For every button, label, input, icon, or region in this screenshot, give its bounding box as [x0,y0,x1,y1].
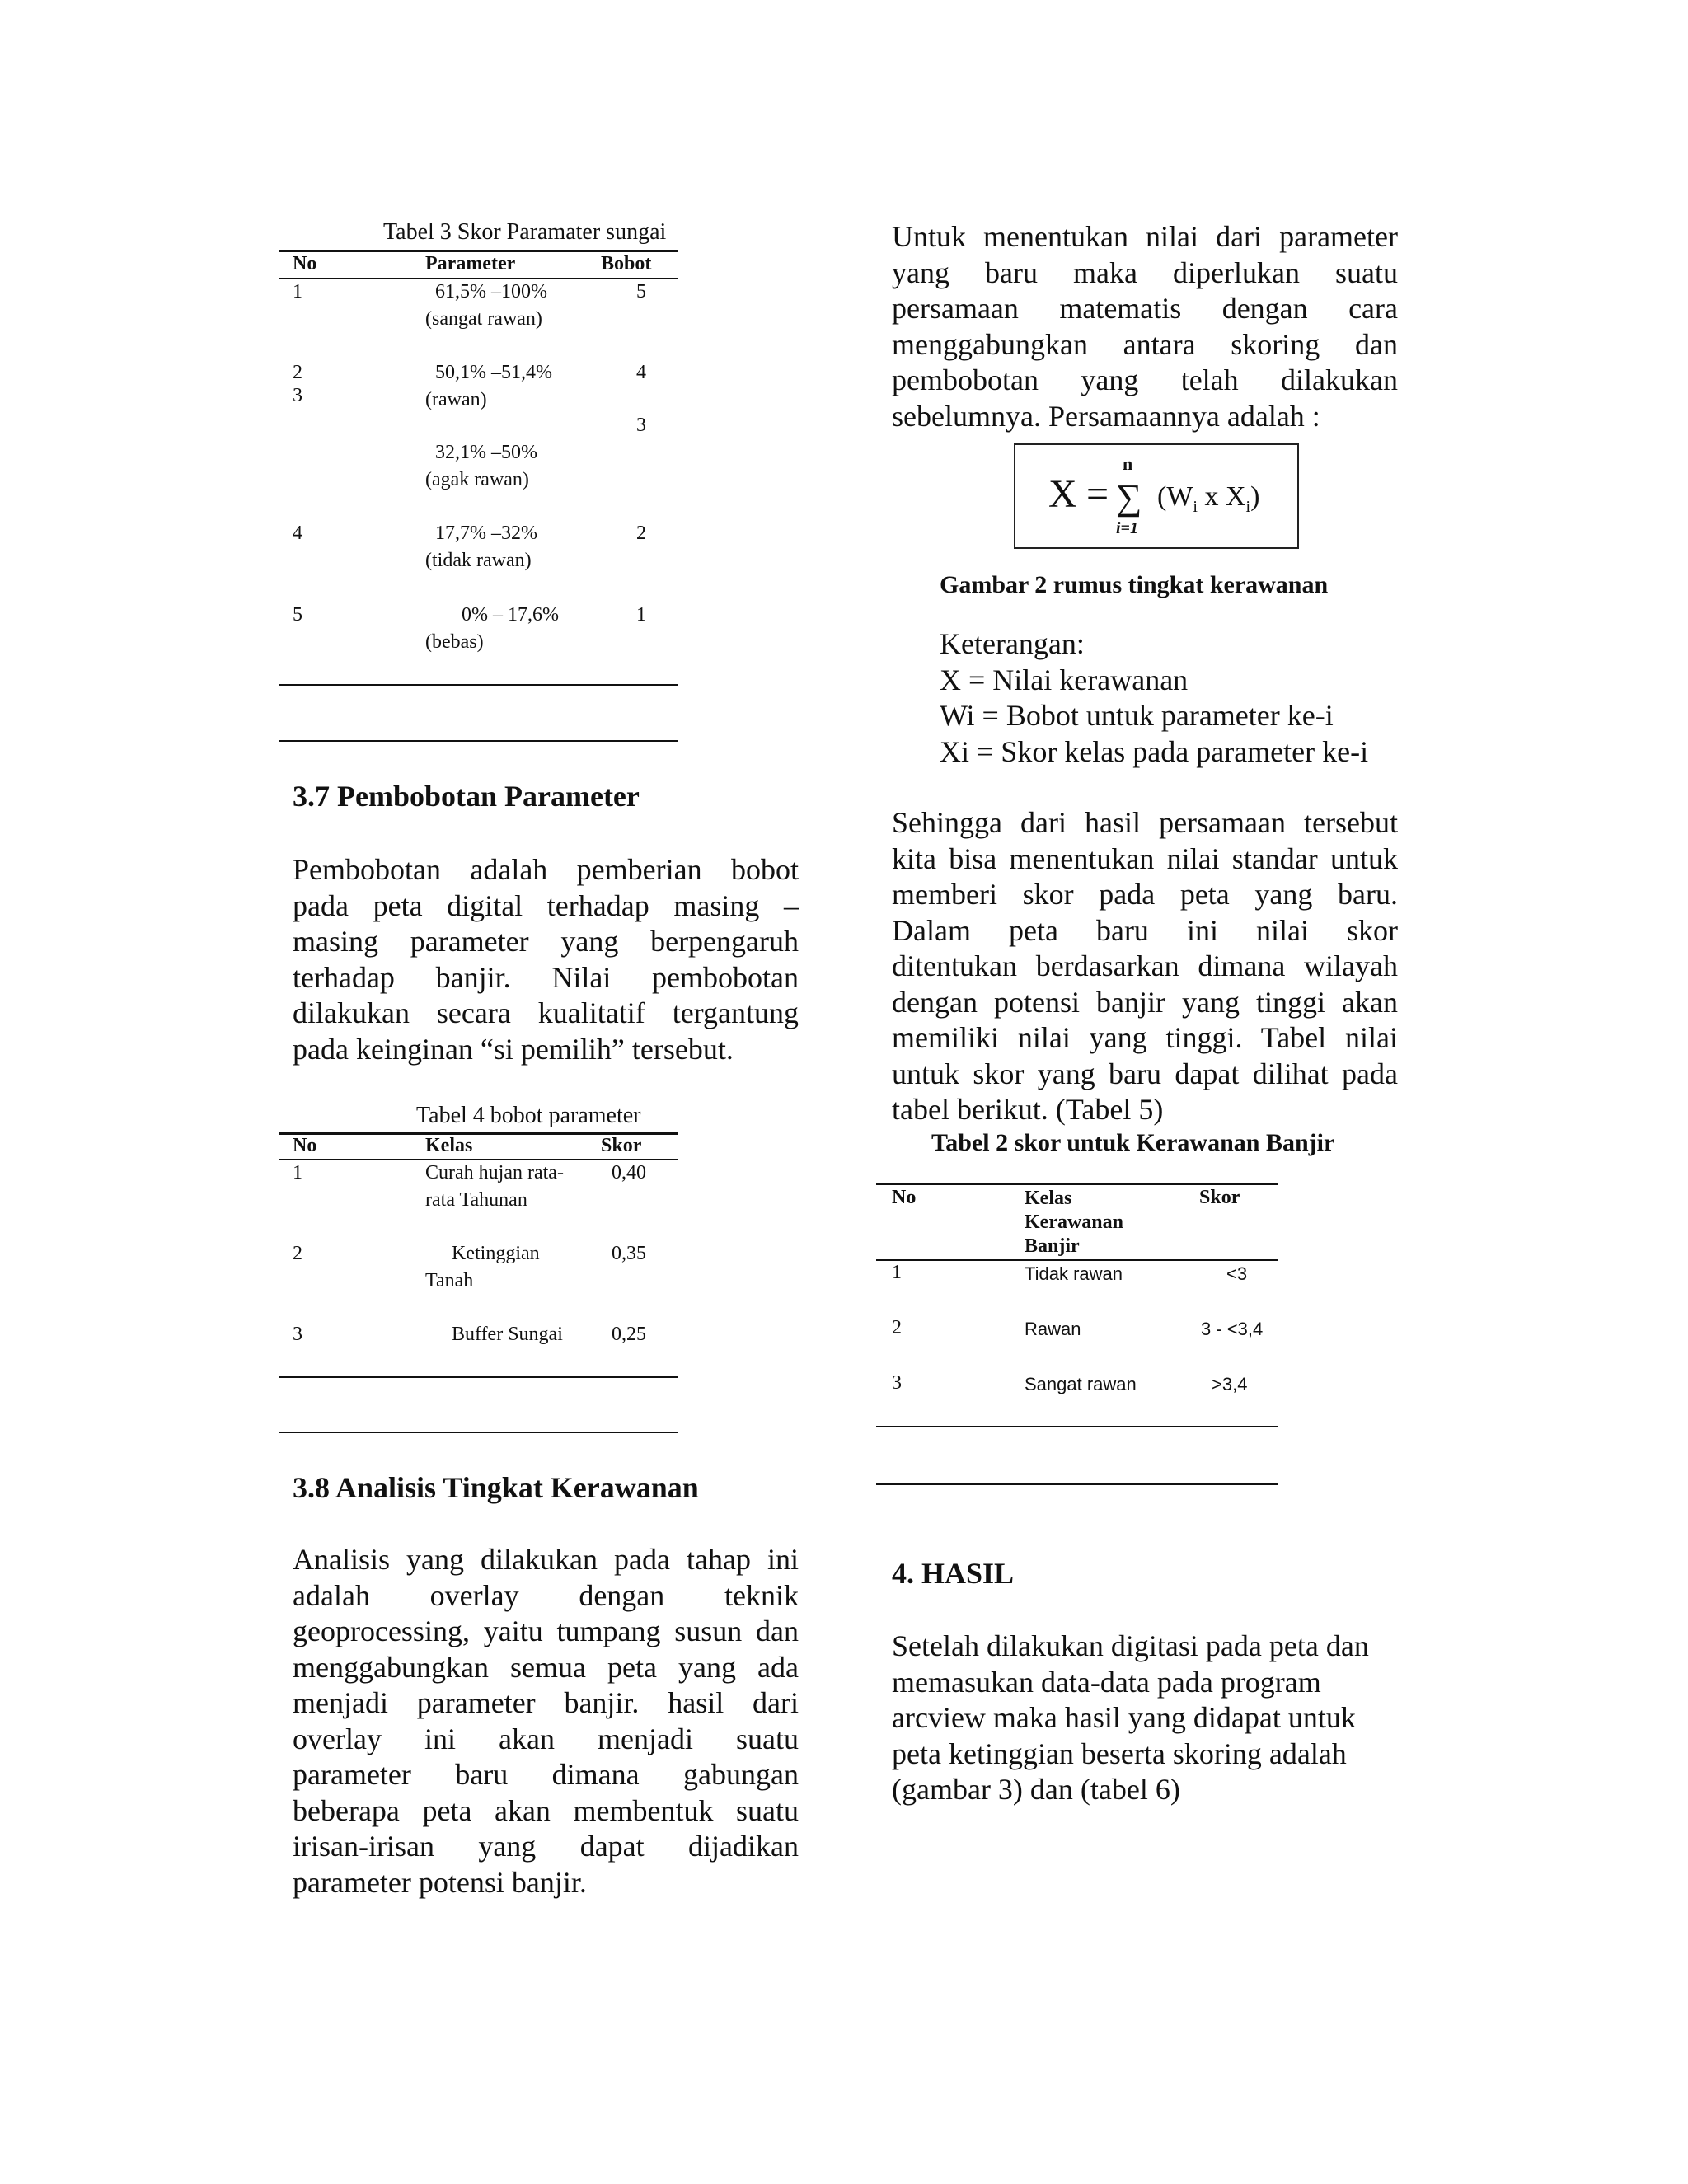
table2-header-rule [876,1259,1278,1261]
table3-top-rule [279,250,678,252]
table2-header-kelas-line: Kerawanan [1025,1212,1123,1233]
table4-row-kelas: Tanah [425,1270,474,1291]
section-3-8-heading: 3.8 Analisis Tingkat Kerawanan [293,1471,699,1504]
keterangan-item: X = Nilai kerawanan [940,663,1189,696]
section-3-7-paragraph [293,852,799,1067]
table3-header-bobot: Bobot [601,253,652,274]
table3-header-rule [279,278,678,279]
formula-upper-limit: n [1123,453,1133,474]
paragraph-line: memiliki nilai yang tinggi. Tabel nilai [892,1021,1398,1054]
table4-row-kelas: Buffer Sungai [452,1324,563,1345]
paragraph-line: Analisis yang dilakukan pada tahap ini [293,1543,799,1576]
paragraph-line: memberi skor pada peta yang baru. [892,878,1398,911]
table4-caption: Tabel 4 bobot parameter [416,1103,641,1128]
table2-end-rule [876,1483,1278,1485]
table3-row-no: 3 [293,385,302,406]
paragraph-line: persamaan matematis dengan cara [892,292,1398,325]
table4-header-no: No [293,1135,317,1156]
table2-row-no: 1 [892,1262,902,1283]
formula-lower-limit: i=1 [1116,519,1138,537]
table3-row-bobot: 5 [636,281,646,302]
paragraph-line: pada peta digital terhadap masing – [293,888,799,922]
table2-row-no: 3 [892,1372,902,1394]
table4-row-kelas: Curah hujan rata- [425,1162,564,1183]
keterangan-title: Keterangan: [940,627,1085,660]
table4-bottom-rule [279,1376,678,1378]
table4-row-no: 1 [293,1162,302,1183]
formula-term-close: ) [1250,481,1260,512]
table2-row-no: 2 [892,1317,902,1338]
table2-row-skor: <3 [1226,1263,1248,1284]
table3-end-rule [279,740,678,742]
table2-header-kelas-line: Banjir [1025,1235,1080,1257]
table2-row-kelas: Tidak rawan [1025,1263,1123,1284]
paragraph-line: ditentukan berdasarkan dimana wilayah [892,949,1398,982]
table2-row-skor: 3 - <3,4 [1201,1319,1264,1339]
table3-row-bobot: 1 [636,604,646,626]
sigma-icon: ∑ [1116,477,1142,518]
table4-end-rule [279,1432,678,1433]
section-4-heading: 4. HASIL [892,1557,1015,1590]
formula-figure [1014,443,1299,549]
table3-row-range: 61,5% –100% [435,281,547,302]
paragraph-line: Dalam peta baru ini nilai skor [892,913,1398,947]
paragraph-line: sebelumnya. Persamaannya adalah : [892,399,1320,433]
table3-row-no: 1 [293,281,302,302]
table4-row-no: 3 [293,1324,302,1345]
table2-header-no: No [892,1187,917,1208]
table2-bottom-rule [876,1426,1278,1427]
table2-row-skor: >3,4 [1212,1374,1248,1394]
table4-row-kelas: rata Tahunan [425,1189,528,1211]
table3-bottom-rule [279,684,678,686]
table3-row-range: 17,7% –32% [435,523,537,544]
keterangan-item: Xi = Skor kelas pada parameter ke-i [940,734,1369,768]
table3-row-label: (rawan) [425,389,487,410]
formula-sub-w: i [1193,497,1198,516]
paragraph-line: Untuk menentukan nilai dari parameter [892,220,1398,253]
table3-header-parameter: Parameter [425,253,516,274]
paragraph-line: pada keinginan “si pemilih” tersebut. [293,1032,734,1066]
paragraph-line: terhadap banjir. Nilai pembobotan [293,960,799,994]
paragraph-line: menggabungkan antara skoring dan [892,327,1398,361]
table2-row-kelas: Sangat rawan [1025,1374,1137,1394]
section-3-7-heading: 3.7 Pembobotan Parameter [293,780,640,813]
table4-header-rule [279,1159,678,1160]
table2-caption: Tabel 2 skor untuk Kerawanan Banjir [931,1129,1335,1156]
table2-header-skor: Skor [1199,1187,1240,1208]
table3-row-label: (tidak rawan) [425,550,532,571]
paragraph-line: parameter potensi banjir. [293,1865,587,1899]
table4-header-kelas: Kelas [425,1135,473,1156]
formula-equals: = [1086,472,1109,516]
paragraph-line: (gambar 3) dan (tabel 6) [892,1773,1180,1806]
table3-caption: Tabel 3 Skor Paramater sungai [383,219,667,245]
section-4-paragraph [892,1629,1398,1808]
paragraph-line: adalah overlay dengan teknik [293,1578,799,1612]
paragraph-line: Setelah dilakukan digitasi pada peta dan [892,1629,1369,1662]
paragraph-line: menjadi parameter banjir. hasil dari [293,1686,799,1719]
paragraph-line: dilakukan secara kualitatif tergantung [293,996,799,1029]
figure2-caption: Gambar 2 rumus tingkat kerawanan [940,571,1329,598]
table4-header-skor: Skor [601,1135,642,1156]
formula-term-times: x X [1197,481,1246,512]
paragraph-line: geoprocessing, yaitu tumpang susun dan [293,1615,799,1647]
section-3-8-paragraph [293,1542,799,1900]
table3-row-bobot: 2 [636,523,646,544]
paragraph-line: parameter baru dimana gabungan [293,1758,799,1791]
table3-row-label: (bebas) [425,631,484,653]
table4-row-skor: 0,35 [612,1243,646,1264]
paragraph-line: menggabungkan semua peta yang ada [293,1650,799,1684]
intro-paragraph [892,219,1398,434]
table4-row-kelas: Ketinggian [452,1243,540,1264]
table2-top-rule [876,1183,1278,1185]
table3-row-label: (sangat rawan) [425,308,542,330]
formula-lhs: X [1048,472,1077,516]
table3-row-range: 50,1% –51,4% [435,362,552,383]
table4-row-skor: 0,25 [612,1324,646,1345]
paragraph-line: pembobotan yang telah dilakukan [892,363,1398,396]
table2-row-kelas: Rawan [1025,1319,1081,1339]
paragraph-line: untuk skor yang baru dapat dilihat pada [892,1057,1398,1090]
formula-sub-x: i [1245,497,1251,516]
formula-term [1157,481,1259,517]
paragraph-line: beberapa peta akan membentuk suatu [293,1793,799,1827]
paragraph-line: memasukan data-data pada program [892,1665,1321,1699]
table3-row-bobot: 3 [636,415,646,436]
paragraph-line: arcview maka hasil yang didapat untuk [892,1701,1356,1734]
paragraph-line: peta ketinggian beserta skoring adalah [892,1736,1347,1770]
table4-row-no: 2 [293,1243,302,1264]
formula-term-open: (W [1157,481,1193,512]
table2-header-kelas [1025,1187,1123,1258]
table3-header-no: No [293,253,317,274]
paragraph-line: dengan potensi banjir yang tinggi akan [892,985,1398,1019]
table3-row-bobot: 4 [636,362,646,383]
table4-row-skor: 0,40 [612,1162,646,1183]
paragraph-line: irisan-irisan yang dapat dijadikan [293,1830,799,1863]
paragraph-line: masing parameter yang berpengaruh [293,925,799,958]
paragraph-line: Pembobotan adalah pemberian bobot [293,853,799,886]
table3-row-no: 4 [293,523,302,544]
paragraph-line: tabel berikut. (Tabel 5) [892,1093,1164,1126]
table2-header-kelas-line: Kelas [1025,1188,1072,1209]
keterangan-block [940,626,1368,770]
paragraph-line: Sehingga dari hasil persamaan tersebut [892,806,1398,839]
table3-row-range: 0% – 17,6% [462,604,559,626]
paragraph-line: yang baru maka diperlukan suatu [892,255,1398,289]
table3-row-no: 5 [293,604,302,626]
paragraph-line: kita bisa menentukan nilai standar untuk [892,841,1398,875]
keterangan-item: Wi = Bobot untuk parameter ke-i [940,699,1334,732]
sehingga-paragraph [892,805,1398,1128]
paragraph-line: overlay ini akan menjadi suatu [293,1722,799,1755]
table3-row-range: 32,1% –50% [435,442,537,463]
table3-row-no: 2 [293,362,302,383]
table3-row-label: (agak rawan) [425,469,529,490]
